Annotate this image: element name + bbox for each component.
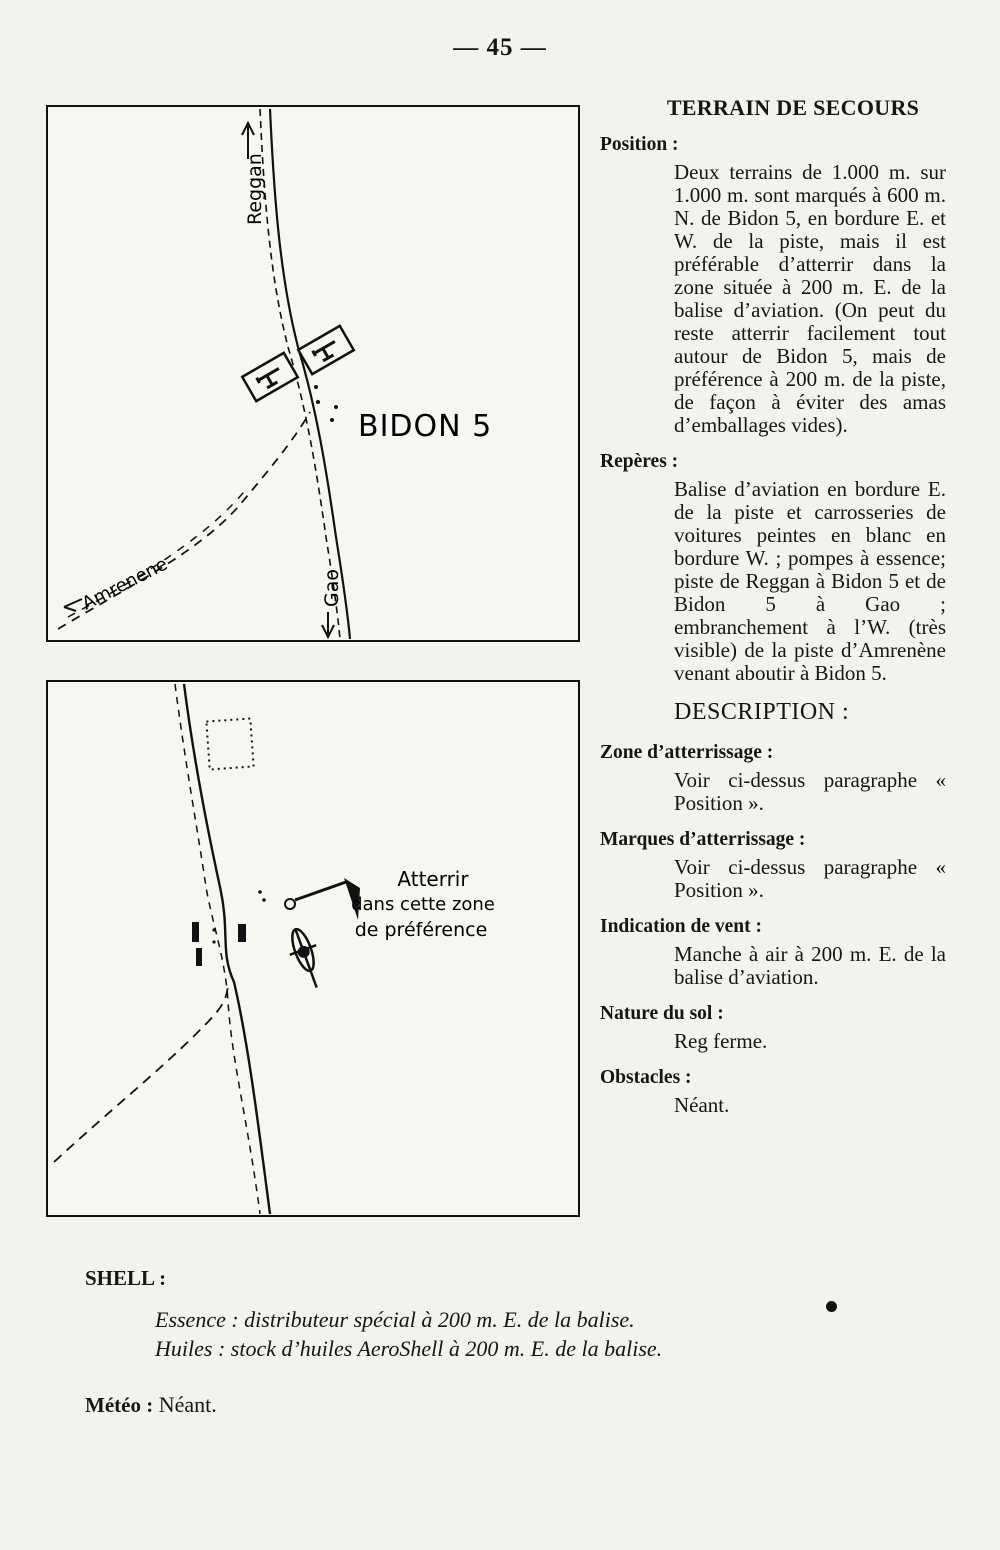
meteo-line — [85, 1392, 217, 1418]
shell-essence: Essence : distributeur spécial à 200 m. E. de la balise. — [155, 1307, 635, 1332]
reperes-label: Repères : — [600, 451, 679, 472]
car-body-marker — [238, 924, 246, 942]
ink-dot — [826, 1301, 837, 1312]
position-label: Position : — [600, 134, 679, 155]
meteo-value: Néant. — [158, 1392, 217, 1417]
beacon-icon — [285, 899, 295, 909]
zone-label: Zone d’atterrissage : — [600, 742, 774, 763]
vent-text: Manche à air à 200 m. E. de la balise d’aviation. — [674, 942, 946, 989]
amrenene-track — [54, 982, 228, 1162]
terrain-info-column — [600, 95, 946, 1131]
car-body-marker — [196, 948, 202, 966]
shell-label: SHELL : — [85, 1266, 167, 1290]
arrow-west-icon — [64, 599, 82, 611]
marques-label: Marques d’atterrissage : — [600, 829, 806, 850]
windsock-pole — [295, 882, 346, 900]
reperes-text: Balise d’aviation en bordure E. de la piste et carrosseries de voitures peintes en blanc en bordure W. ; pompes à essence; piste de Reggan à Bidon 5 et de Bidon 5 à Gao ; embranchement à l’W. (très visible) de la piste d’Amrenène venant aboutir à Bidon 5. — [674, 477, 946, 685]
page-number: — 45 — — [453, 34, 547, 61]
shell-huiles: Huiles : stock d’huiles AeroShell à 200 m. E. de la balise. — [155, 1336, 663, 1361]
road-label-amrenene: Amrenene — [78, 553, 172, 615]
vent-label: Indication de vent : — [600, 916, 762, 937]
description-title: DESCRIPTION : — [674, 699, 850, 725]
car-body-marker — [192, 922, 199, 942]
map-landing-zone — [46, 680, 580, 1217]
marked-terrain-square — [206, 719, 253, 770]
note-line-3: de préférence — [354, 919, 488, 941]
meteo-label: Météo : — [85, 1393, 154, 1417]
zone-text: Voir ci-dessus paragraphe « Position ». — [674, 768, 946, 815]
note-line-1: Atterrir — [397, 867, 469, 891]
terrain-east-marker — [298, 326, 354, 374]
terrain-west-marker — [242, 353, 298, 401]
place-label-bidon5: BIDON 5 — [358, 409, 493, 444]
section-title: TERRAIN DE SECOURS — [666, 95, 920, 120]
map-bidon5-overview — [46, 105, 580, 642]
obstacles-text: Néant. — [674, 1093, 730, 1117]
main-track-west — [175, 684, 260, 1214]
position-text: Deux terrains de 1.000 m. sur 1.000 m. sont marqués à 600 m. N. de Bidon 5, en bordure E. et W. de la piste, mais il est préférable d’atterrir dans la zone située à 200 m. E. de la balise d’aviation. (On peut du reste atterrir facilement tout autour de Bidon 5, mais de préférence à 200 m. de la piste, de façon à éviter des amas d’emballages vides). — [674, 160, 946, 437]
obstacles-label: Obstacles : — [600, 1067, 692, 1088]
airplane-icon — [282, 925, 330, 993]
sol-text: Reg ferme. — [674, 1029, 768, 1053]
note-line-2: dans cette zone — [351, 894, 495, 915]
marques-text: Voir ci-dessus paragraphe « Position ». — [674, 855, 946, 902]
arrow-south-icon — [322, 612, 334, 637]
road-label-reggan: Reggan — [244, 153, 266, 225]
sol-label: Nature du sol : — [600, 1003, 724, 1024]
road-label-gao: Gao — [321, 569, 343, 607]
